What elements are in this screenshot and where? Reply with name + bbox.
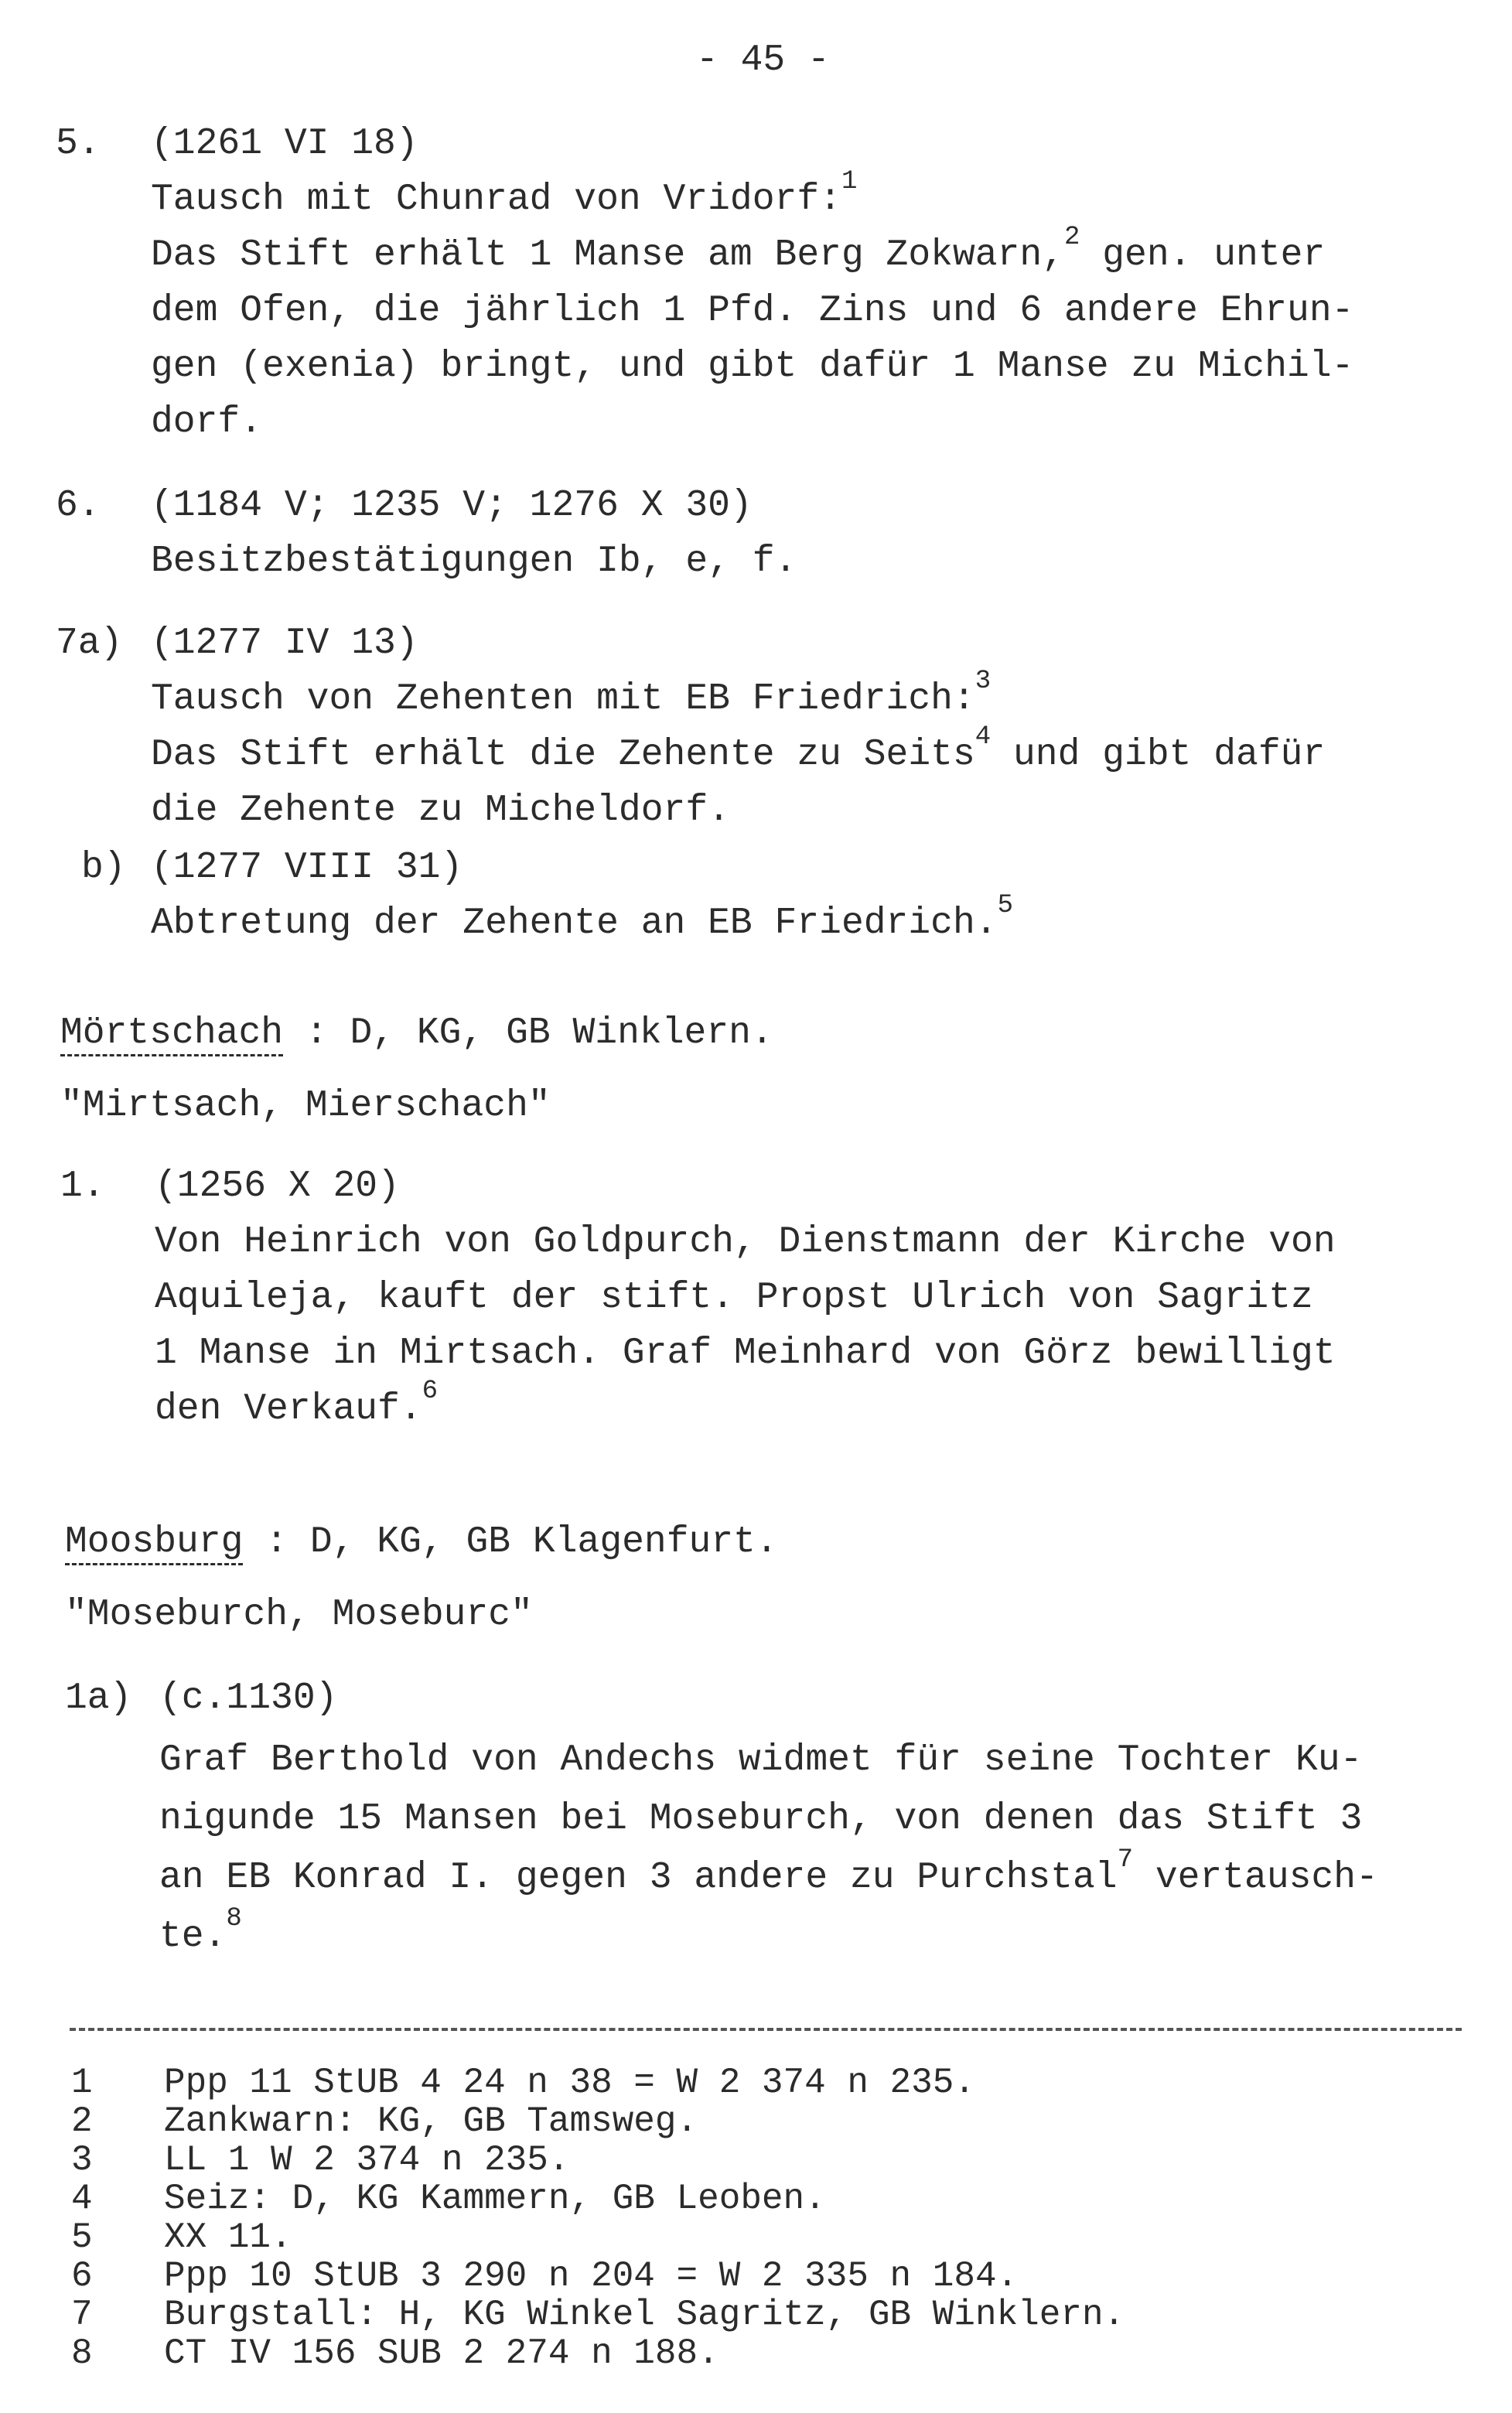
- entry-date: (1277 IV 13): [151, 623, 418, 664]
- footnote-text: Seiz: D, KG Kammern, GB Leoben.: [164, 2179, 826, 2219]
- footnote-number: 7: [71, 2295, 93, 2335]
- entry-title: Abtretung der Zehente an EB Friedrich.$^5$: [151, 891, 1013, 944]
- entry-text-line: te.$^8$: [159, 1904, 242, 1957]
- entry-text-line: an EB Konrad I. gegen 3 andere zu Purchstal$^7$ vertausch-: [159, 1845, 1378, 1899]
- footnote-text: XX 11.: [164, 2217, 292, 2258]
- entry-date: (1256 X 20): [155, 1166, 400, 1207]
- entry-date: (1184 V; 1235 V; 1276 X 30): [151, 485, 753, 527]
- footnote-separator: [70, 2028, 1462, 2031]
- entry-text-line: nigunde 15 Mansen bei Moseburch, von denen das Stift 3: [159, 1798, 1363, 1840]
- place-heading: Mörtschach : D, KG, GB Winklern.: [60, 1005, 773, 1061]
- entry-title: Besitzbestätigungen Ib, e, f.: [151, 541, 797, 582]
- page-number: - 45 -: [696, 39, 830, 81]
- place-name: Moosburg: [65, 1521, 243, 1565]
- place-alt-names: "Moseburch, Moseburc": [65, 1594, 533, 1636]
- footnote-text: Ppp 11 StUB 4 24 n 38 = W 2 374 n 235.: [164, 2063, 975, 2103]
- entry-number: 5.: [56, 123, 101, 165]
- footnote-text: LL 1 W 2 374 n 235.: [164, 2140, 570, 2180]
- footnote-text: Burgstall: H, KG Winkel Sagritz, GB Winklern.: [164, 2295, 1125, 2335]
- entry-text-line: Aquileja, kauft der stift. Propst Ulrich von Sagritz: [155, 1277, 1313, 1319]
- footnote-number: 1: [71, 2063, 93, 2103]
- entry-text-line: 1 Manse in Mirtsach. Graf Meinhard von Görz bewilligt: [155, 1333, 1336, 1374]
- entry-date: (1261 VI 18): [151, 123, 418, 165]
- entry-text-line: die Zehente zu Micheldorf.: [151, 790, 730, 831]
- entry-text-line: den Verkauf.$^6$: [155, 1377, 439, 1430]
- entry-text-line: Graf Berthold von Andechs widmet für seine Tochter Ku-: [159, 1739, 1363, 1781]
- entry-number: 7a): [56, 623, 123, 664]
- footnote-number: 2: [71, 2101, 93, 2142]
- footnote-number: 6: [71, 2256, 93, 2296]
- footnote-number: 3: [71, 2140, 93, 2180]
- entry-date: (c.1130): [159, 1677, 338, 1719]
- entry-number: 6.: [56, 485, 101, 527]
- entry-number: b): [81, 847, 126, 889]
- entry-number: 1.: [60, 1166, 105, 1207]
- entry-text-line: Von Heinrich von Goldpurch, Dienstmann der Kirche von: [155, 1221, 1336, 1263]
- footnote-number: 5: [71, 2217, 93, 2258]
- entry-text-line: Das Stift erhält 1 Manse am Berg Zokwarn,$^2$ gen. unter: [151, 223, 1326, 276]
- entry-title: Tausch von Zehenten mit EB Friedrich:$^3$: [151, 667, 992, 720]
- footnote-text: Zankwarn: KG, GB Tamsweg.: [164, 2101, 698, 2142]
- entry-date: (1277 VIII 31): [151, 847, 463, 889]
- entry-text-line: dorf.: [151, 401, 263, 443]
- entry-text-line: gen (exenia) bringt, und gibt dafür 1 Manse zu Michil-: [151, 346, 1354, 387]
- footnote-number: 4: [71, 2179, 93, 2219]
- footnote-number: 8: [71, 2333, 93, 2374]
- entry-title: Tausch mit Chunrad von Vridorf:$^1$: [151, 167, 858, 220]
- place-name: Mörtschach: [60, 1012, 283, 1056]
- entry-text-line: Das Stift erhält die Zehente zu Seits$^4$ und gibt dafür: [151, 722, 1326, 776]
- entry-text-line: dem Ofen, die jährlich 1 Pfd. Zins und 6 andere Ehrun-: [151, 290, 1354, 332]
- entry-number: 1a): [65, 1677, 132, 1719]
- place-alt-names: "Mirtsach, Mierschach": [60, 1085, 551, 1127]
- footnote-text: Ppp 10 StUB 3 290 n 204 = W 2 335 n 184.: [164, 2256, 1019, 2296]
- footnote-text: CT IV 156 SUB 2 274 n 188.: [164, 2333, 719, 2374]
- place-heading: Moosburg : D, KG, GB Klagenfurt.: [65, 1514, 778, 1570]
